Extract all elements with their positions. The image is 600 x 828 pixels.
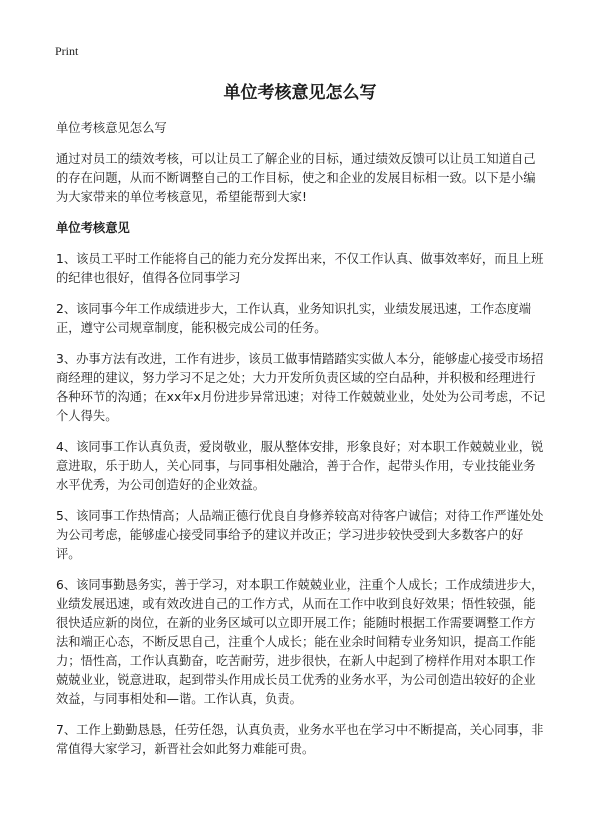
article-subtitle: 单位考核意见怎么写 — [56, 121, 167, 135]
list-item: 6、该同事勤恳务实，善于学习，对本职工作兢兢业业，注重个人成长；工作成绩进步大，业绩发展迅速，或有效改进自己的工作方式，从而在工作中收到良好效果；悟性较强，能很快适应新的岗位，在新的业务区域可以立即开展工作；能随时根据工作需要调整工作方法和端正心态，不断反思自己，注重个人成长；能在业余时间精专业务知识，提高工作能力；悟性高，工作认真勤奋，吃苦耐劳，进步很快，在新人中起到了榜样作用对本职工作兢兢业业，锐意进取，起到带头作用成长员工优秀的业务水平，为公司创造出较好的企业效益，与同事相处和—谐。工作认真，负责。 — [56, 578, 544, 706]
intro-paragraph: 通过对员工的绩效考核，可以让员工了解企业的目标，通过绩效反馈可以让员工知道自己的存在问题，从而不断调整自己的工作目标，使之和企业的发展目标相一致。以下是小编为大家带来的单位考核意见，希望能帮到大家! — [56, 152, 536, 204]
list-item: 4、该同事工作认真负责，爱岗敬业，服从整体安排，形象良好；对本职工作兢兢业业，锐意进取，乐于助人，关心同事，与同事相处融洽，善于合作，起带头作用，专业技能业务水平优秀，为公司创造好的企业效益。 — [56, 440, 544, 492]
list-item: 1、该员工平时工作能将自己的能力充分发挥出来，不仅工作认真、做事效率好，而且上班的纪律也很好，值得各位同事学习 — [56, 252, 544, 285]
article-body — [56, 119, 546, 771]
list-item: 5、该同事工作热情高；人品端正德行优良自身修养较高对待客户诚信；对待工作严谨处处为公司考虑，能够虚心接受同事给予的建议并改正；学习进步较快受到大多数客户的好评。 — [56, 509, 544, 561]
print-link[interactable]: Print — [55, 44, 79, 58]
page-title: 单位考核意见怎么写 — [223, 83, 377, 103]
list-item: 3、办事方法有改进，工作有进步，该员工做事情踏踏实实做人本分，能够虚心接受市场招商经理的建议，努力学习不足之处；大力开发所负责区域的空白品种，并积极和经理进行各种环节的沟通；在xx年x月份进步异常迅速；对待工作兢兢业业，处处为公司考虑，不记个人得失。 — [56, 352, 546, 423]
list-item: 2、该同事今年工作成绩进步大，工作认真，业务知识扎实，业绩发展迅速，工作态度端正，遵守公司规章制度，能积极完成公司的任务。 — [56, 302, 532, 335]
list-item: 7、工作上勤勤恳恳，任劳任怨，认真负责，业务水平也在学习中不断提高，关心同事，非常值得大家学习，新晋社会如此努力难能可贵。 — [56, 723, 544, 756]
section-heading: 单位考核意见 — [56, 221, 130, 235]
